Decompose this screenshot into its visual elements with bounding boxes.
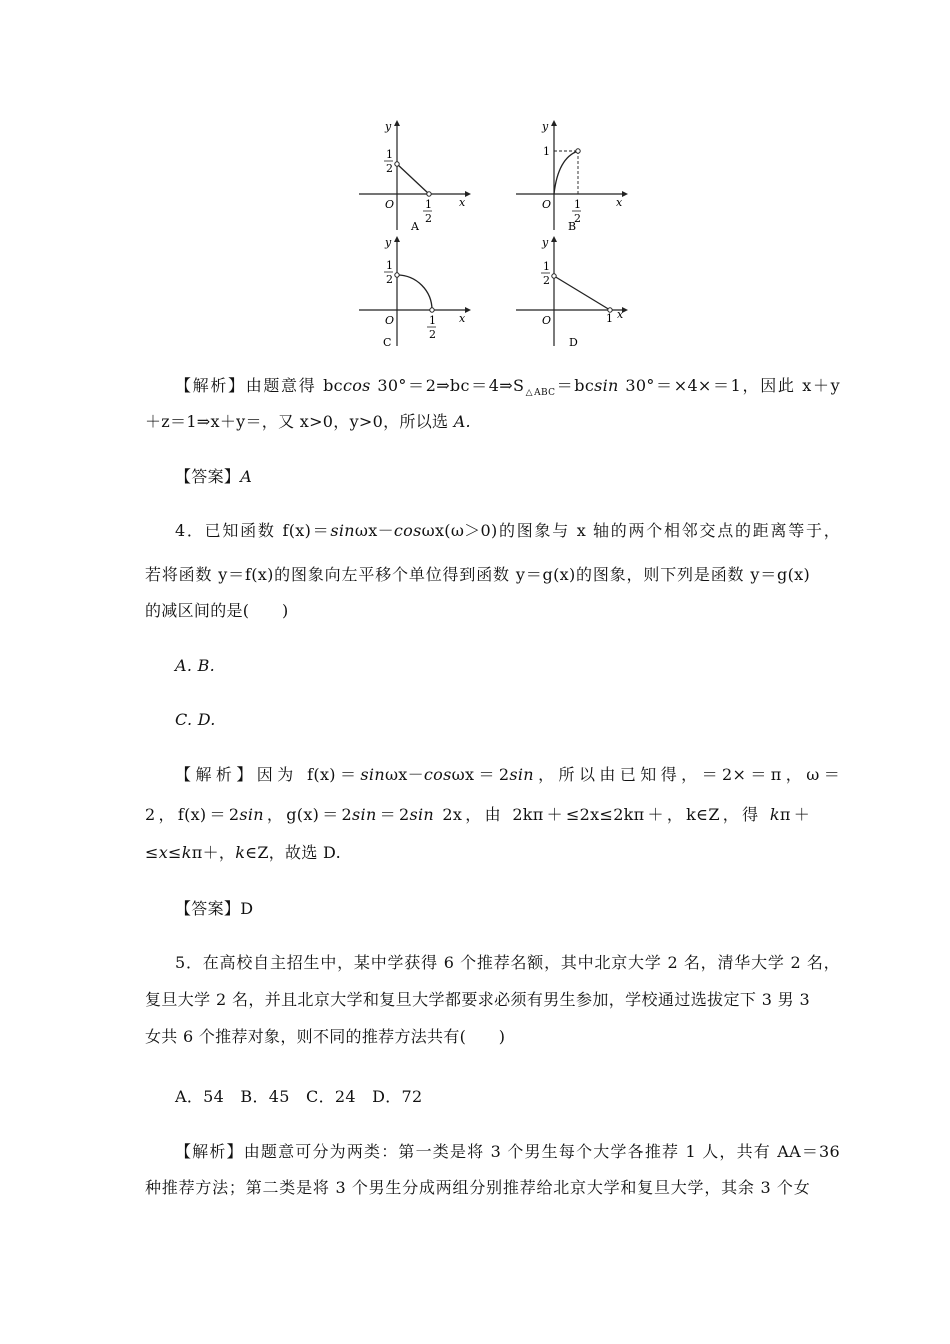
question-4-line-3: 的减区间的是( )	[145, 601, 289, 620]
question-5-line-3: 女共 6 个推荐对象，则不同的推荐方法共有( )	[145, 1027, 506, 1046]
question-5-line-1: 5．在高校自主招生中，某中学获得 6 个推荐名额，其中北京大学 2 名，清华大学 2 名，	[175, 953, 840, 972]
y-mark-num: 1	[386, 148, 393, 161]
x-mark-num: 1	[574, 198, 581, 211]
question-5-line-2: 复旦大学 2 名，并且北京大学和复旦大学都要求必须有男生参加，学校通过选拔定下 3 男 3	[145, 990, 810, 1009]
y-mark-num: 1	[386, 259, 393, 272]
x-mark-den: 2	[574, 212, 581, 225]
origin-label: O	[542, 314, 552, 327]
origin-label: O	[542, 198, 552, 211]
y-mark-one: 1	[543, 145, 550, 158]
analysis-4-line-1: 【解析】因为 f(x)＝sinωx－cosωx＝2sin，所以由已知得，＝2×＝π，ω＝	[175, 765, 840, 784]
y-axis-label: y	[385, 120, 392, 133]
question-4-options-cd: C. D.	[175, 710, 216, 729]
graph-c	[355, 234, 475, 350]
y-axis-label: y	[385, 236, 392, 249]
analysis-5-line-2: 种推荐方法；第二类是将 3 个男生分成两组分别推荐给北京大学和复旦大学，其余 3 个女	[145, 1178, 810, 1197]
y-axis-label: y	[542, 120, 549, 133]
graph-a-segment	[397, 164, 429, 194]
question-5-options: A．54 B．45 C．24 D．72	[175, 1087, 423, 1106]
x-axis-label: x	[459, 312, 466, 325]
y-mark-num: 1	[543, 260, 550, 273]
x-axis-label: x	[617, 308, 624, 321]
analysis-line-2: ＋z＝1⇒x＋y＝，又 x>0，y>0，所以选 A.	[145, 412, 471, 431]
analysis-5-line-1: 【解析】由题意可分为两类：第一类是将 3 个男生每个大学各推荐 1 人，共有 AA＝36	[175, 1142, 840, 1161]
x-mark-num: 1	[429, 314, 436, 327]
origin-label: O	[385, 314, 395, 327]
x-mark-den: 2	[429, 328, 436, 341]
graph-d	[512, 234, 632, 350]
graph-a	[355, 118, 475, 234]
x-mark-one: 1	[606, 312, 613, 325]
y-mark-den: 2	[543, 274, 550, 287]
analysis-4-line-3: ≤x≤kπ＋，k∈Z，故选 D.	[145, 843, 341, 862]
analysis-line-1: 【解析】由题意得 bccos $30^\circ=2\Rightarrow bc=4\Rightarrow S_{\triangle ABC}=bcsin$ 30°＝×4×＝1，因此 x＋y	[175, 376, 841, 399]
answer-4: 【答案】D	[175, 899, 254, 918]
x-mark-den: 2	[425, 212, 432, 225]
figure-label-c: C	[383, 336, 392, 349]
y-mark-den: 2	[386, 162, 393, 175]
x-axis-label: x	[459, 196, 466, 209]
figure-label-b: B	[568, 220, 577, 233]
graph-d-segment	[554, 276, 610, 310]
answer-line-3: 【答案】A	[175, 467, 253, 486]
y-mark-den: 2	[386, 273, 393, 286]
question-4-options-ab: A. B.	[175, 656, 216, 675]
origin-label: O	[385, 198, 395, 211]
figure-label-d: D	[569, 336, 578, 349]
question-4-line-1: 4．已知函数 f(x)＝sinωx－cosωx(ω＞0)的图象与 x 轴的两个相邻交点的距离等于，	[175, 521, 840, 540]
question-4-line-2: 若将函数 y＝f(x)的图象向左平移个单位得到函数 y＝g(x)的图象，则下列是函数 y＝g(x)	[145, 565, 810, 584]
graph-c-arc	[397, 275, 432, 310]
figure-label-a: A	[411, 220, 419, 233]
analysis-4-line-2: 2，f(x)＝2sin，g(x)＝2sin＝2sin 2x，由 2kπ＋≤2x≤2kπ＋，k∈Z，得 kπ＋	[145, 805, 811, 824]
x-mark-num: 1	[425, 198, 432, 211]
graph-b	[512, 118, 632, 234]
x-axis-label: x	[616, 196, 623, 209]
y-axis-label: y	[542, 236, 549, 249]
graph-b-curve	[554, 151, 578, 194]
